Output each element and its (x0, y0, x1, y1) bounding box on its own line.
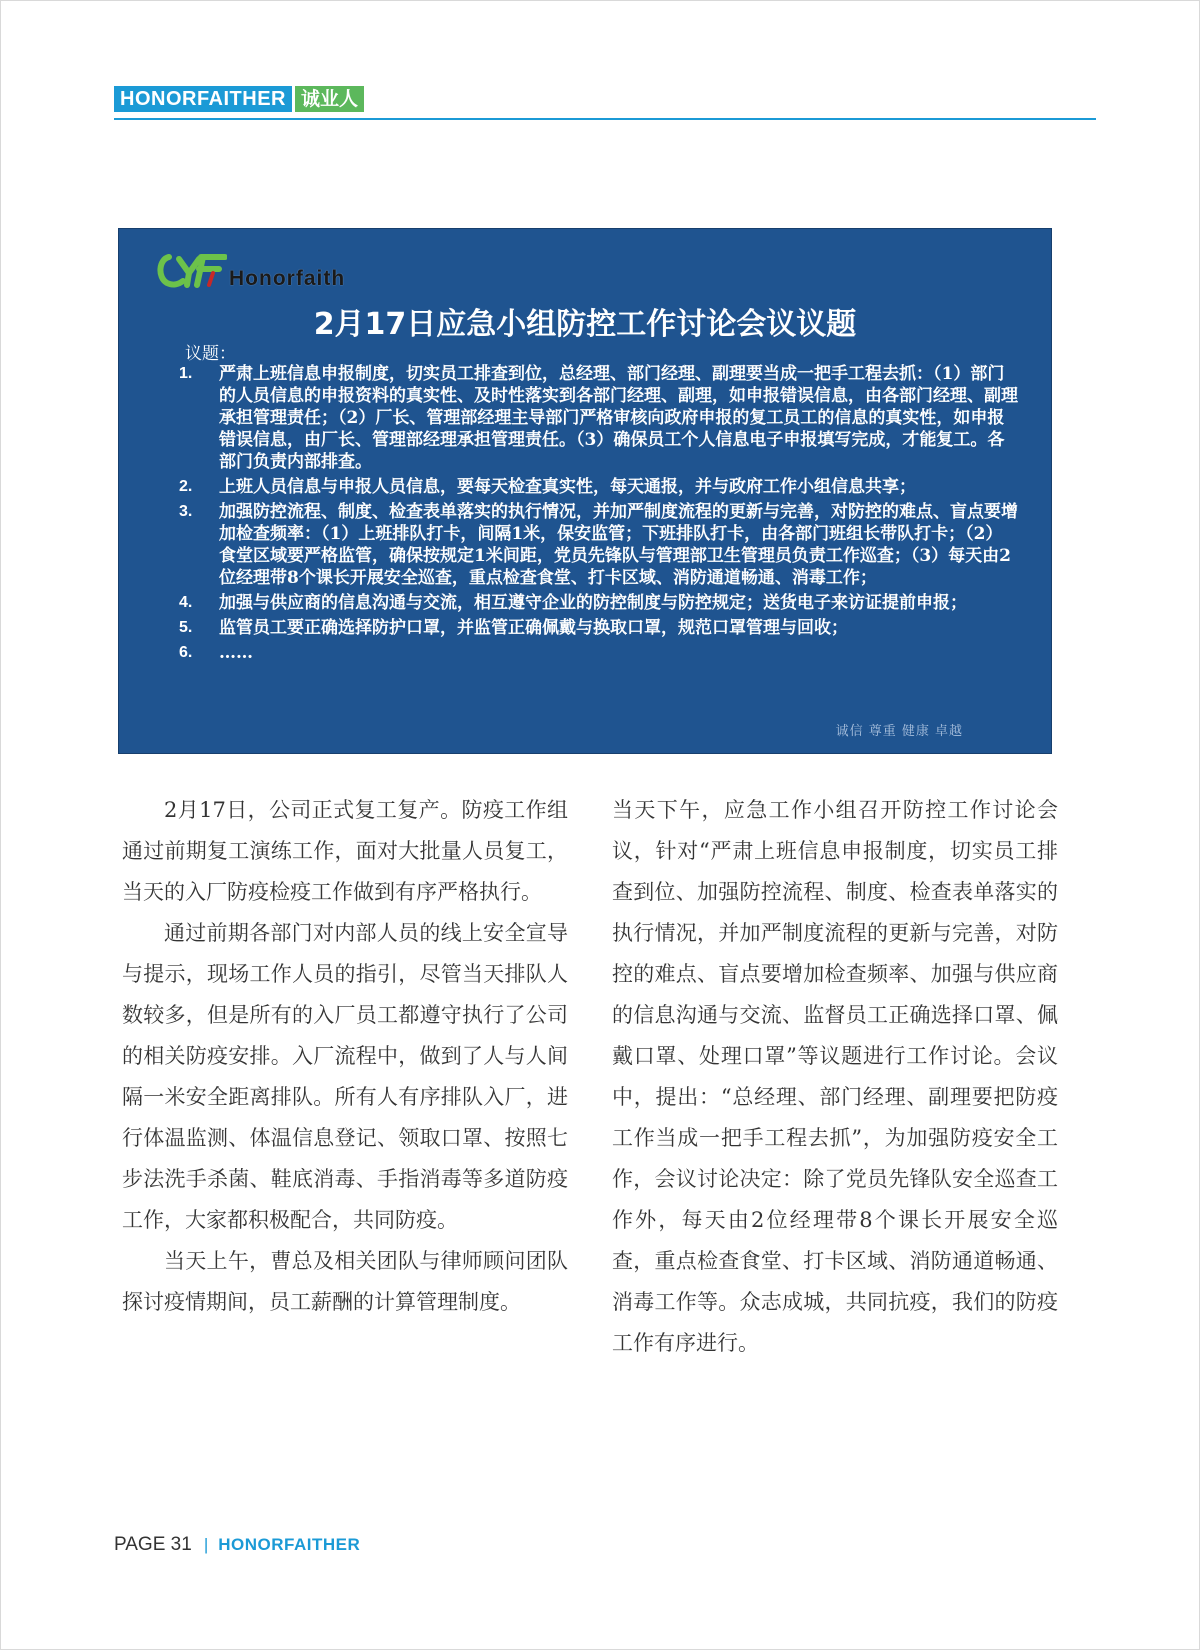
agenda-item-text: 上班人员信息与申报人员信息，要每天检查真实性，每天通报，并与政府工作小组信息共享； (219, 477, 916, 497)
agenda-list (179, 363, 1019, 667)
agenda-item (179, 363, 1019, 473)
agenda-item-text: …… (219, 643, 253, 663)
agenda-item-text: 严肃上班信息申报制度，切实员工排查到位，总经理、部门经理、副理要当成一把手工程去抓：（1）部门的人员信息的申报资料的真实性、及时性落实到各部门经理、副理，如申报错误信息，由各部门经理、副理承担管理责任；（2）厂长、管理部经理主导部门严格审核向政府申报的复工员工的信息的真实性，如申报错误信息，由厂长、管理部经理承担管理责任。（3）确保员工个人信息电子申报填写完成，才能复工。各部门负责内部排查。 (219, 364, 1018, 472)
agenda-item (179, 617, 1019, 639)
slide-slogan: 诚信 尊重 健康 卓越 (835, 724, 963, 739)
logo-text: Honorfaith (229, 267, 346, 290)
agenda-item-number: 2. (179, 478, 193, 495)
logo-mark-icon (155, 251, 227, 291)
agenda-item (179, 476, 1019, 498)
article-column-left (122, 790, 568, 1323)
agenda-item-number: 5. (179, 619, 193, 636)
agenda-item-text: 加强与供应商的信息沟通与交流，相互遵守企业的防控制度与防控规定；送货电子来访证提前申报； (219, 593, 967, 613)
article-paragraph: 当天下午，应急工作小组召开防控工作讨论会议，针对“严肃上班信息申报制度，切实员工排查到位、加强防控流程、制度、检查表单落实的执行情况，并加严制度流程的更新与完善，对防控的难点、盲点要增加检查频率、加强与供应商的信息沟通与交流、监督员工正确选择口罩、佩戴口罩、处理口罩”等议题进行工作讨论。会议中，提出：“总经理、部门经理、副理要把防疫工作当成一把手工程去抓”，为加强防疫安全工作，会议讨论决定：除了党员先锋队安全巡查工作外，每天由2位经理带8个课长开展安全巡查，重点检查食堂、打卡区域、消防通道畅通、消毒工作等。众志成城，共同抗疫，我们的防疫工作有序进行。 (612, 798, 1058, 1355)
header-brand-cn: 诚业人 (295, 86, 364, 112)
agenda-label: 议题： (185, 344, 236, 364)
magazine-header (114, 86, 364, 112)
agenda-item-number: 1. (179, 365, 193, 382)
footer-separator: | (203, 1535, 209, 1554)
article-paragraph: 当天上午，曹总及相关团队与律师顾问团队探讨疫情期间，员工薪酬的计算管理制度。 (122, 1249, 568, 1314)
company-logo (155, 251, 345, 291)
header-divider (114, 118, 1096, 120)
agenda-item (179, 501, 1019, 589)
page-footer (114, 1534, 360, 1556)
footer-brand: HONORFAITHER (218, 1535, 361, 1554)
agenda-item (179, 642, 1019, 664)
slide-title: 2月17日应急小组防控工作讨论会议议题 (313, 307, 857, 342)
header-brand-en: HONORFAITHER (114, 86, 292, 112)
article-paragraph: 通过前期各部门对内部人员的线上安全宣导与提示，现场工作人员的指引，尽管当天排队人数较多，但是所有的入厂员工都遵守执行了公司的相关防疫安排。入厂流程中，做到了人与人间隔一米安全距离排队。所有人有序排队入厂，进行体温监测、体温信息登记、领取口罩、按照七步法洗手杀菌、鞋底消毒、手指消毒等多道防疫工作，大家都积极配合，共同防疫。 (122, 921, 568, 1232)
article-column-right (612, 790, 1058, 1364)
page-number: PAGE 31 (114, 1534, 192, 1555)
agenda-item (179, 592, 1019, 614)
article-paragraph: 2月17日，公司正式复工复产。防疫工作组通过前期复工演练工作，面对大批量人员复工，当天的入厂防疫检疫工作做到有序严格执行。 (122, 798, 568, 904)
meeting-agenda-slide (118, 228, 1052, 754)
agenda-item-number: 4. (179, 594, 193, 611)
agenda-item-number: 3. (179, 503, 193, 520)
agenda-item-number: 6. (179, 644, 193, 661)
agenda-item-text: 监管员工要正确选择防护口罩，并监管正确佩戴与换取口罩，规范口罩管理与回收； (219, 618, 848, 638)
agenda-item-text: 加强防控流程、制度、检查表单落实的执行情况，并加严制度流程的更新与完善，对防控的难点、盲点要增加检查频率：（1）上班排队打卡，间隔1米，保安监管；下班排队打卡，由各部门班组长带队打卡；（2）食堂区域要严格监管，确保按规定1米间距，党员先锋队与管理部卫生管理员负责工作巡查；（3）每天由2位经理带8个课长开展安全巡查，重点检查食堂、打卡区域、消防通道畅通、消毒工作； (219, 502, 1018, 588)
